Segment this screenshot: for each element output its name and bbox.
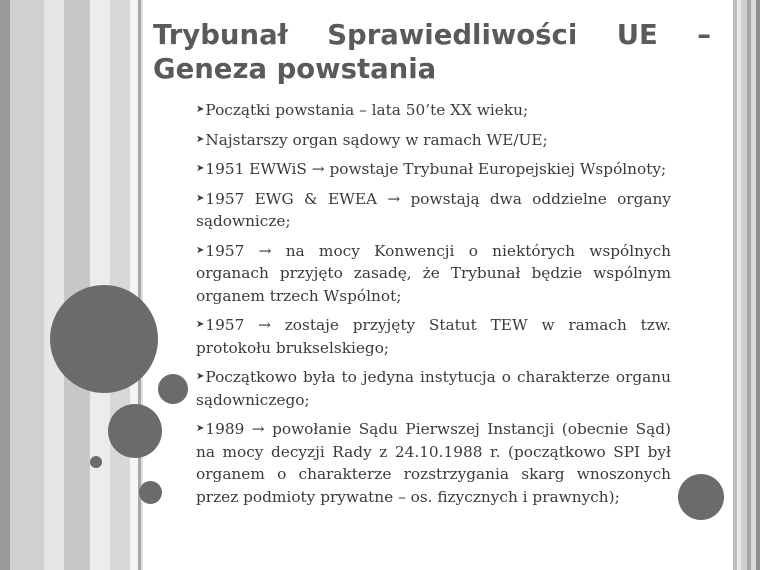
title-line-1: [153, 18, 711, 52]
decor-circle-large: [50, 285, 158, 393]
title-word: –: [697, 19, 711, 51]
bullet-arrow-icon: ➤: [196, 192, 205, 204]
bullet-arrow-icon: ➤: [196, 104, 205, 115]
slide-title: [153, 18, 711, 86]
bullet-arrow-icon: ➤: [196, 371, 205, 382]
title-word: UE: [616, 19, 658, 51]
list-item: ➤1957 → na mocy Konwencji o niektórych wspólnych organach przyjęto zasadę, że Trybunał będzie wspólnym organem trzech Wspólnot;: [196, 241, 671, 305]
decor-circle-small: [158, 374, 188, 404]
title-line-2: Geneza powstania: [153, 53, 437, 85]
decor-circle-right: [678, 474, 724, 520]
list-item: ➤1989 → powołanie Sądu Pierwszej Instancji (obecnie Sąd) na mocy decyzji Rady z 24.10.1988 r. (początkowo SPI był organem o charakterze rozstrzygania skarg wnoszonych przez podmioty prywatne – os. fizycznych i prawnych);: [196, 420, 671, 506]
bullet-list: [196, 99, 671, 515]
decor-circle-tiny: [90, 456, 102, 468]
list-item: ➤Najstarszy organ sądowy w ramach WE/UE;: [196, 130, 548, 149]
bullet-arrow-icon: ➤: [196, 244, 205, 256]
title-word: Sprawiedliwości: [327, 19, 578, 51]
decor-circle-medium: [108, 404, 162, 458]
list-item: ➤1951 EWWiS → powstaje Trybunał Europejskiej Wspólnoty;: [196, 160, 667, 178]
title-word: Trybunał: [153, 19, 288, 51]
list-item: ➤Początkowo była to jedyna instytucja o charakterze organu sądowniczego;: [196, 368, 671, 409]
bullet-arrow-icon: ➤: [196, 163, 205, 174]
bullet-arrow-icon: ➤: [196, 133, 205, 145]
bullet-arrow-icon: ➤: [196, 319, 205, 330]
decor-circle-small: [139, 481, 162, 504]
list-item: ➤1957 → zostaje przyjęty Statut TEW w ramach tzw. protokołu brukselskiego;: [196, 316, 671, 357]
bullet-arrow-icon: ➤: [196, 423, 205, 434]
list-item: ➤Początki powstania – lata 50’te XX wieku;: [196, 101, 529, 119]
list-item: ➤1957 EWG & EWEA → powstają dwa oddzielne organy sądownicze;: [196, 189, 671, 230]
